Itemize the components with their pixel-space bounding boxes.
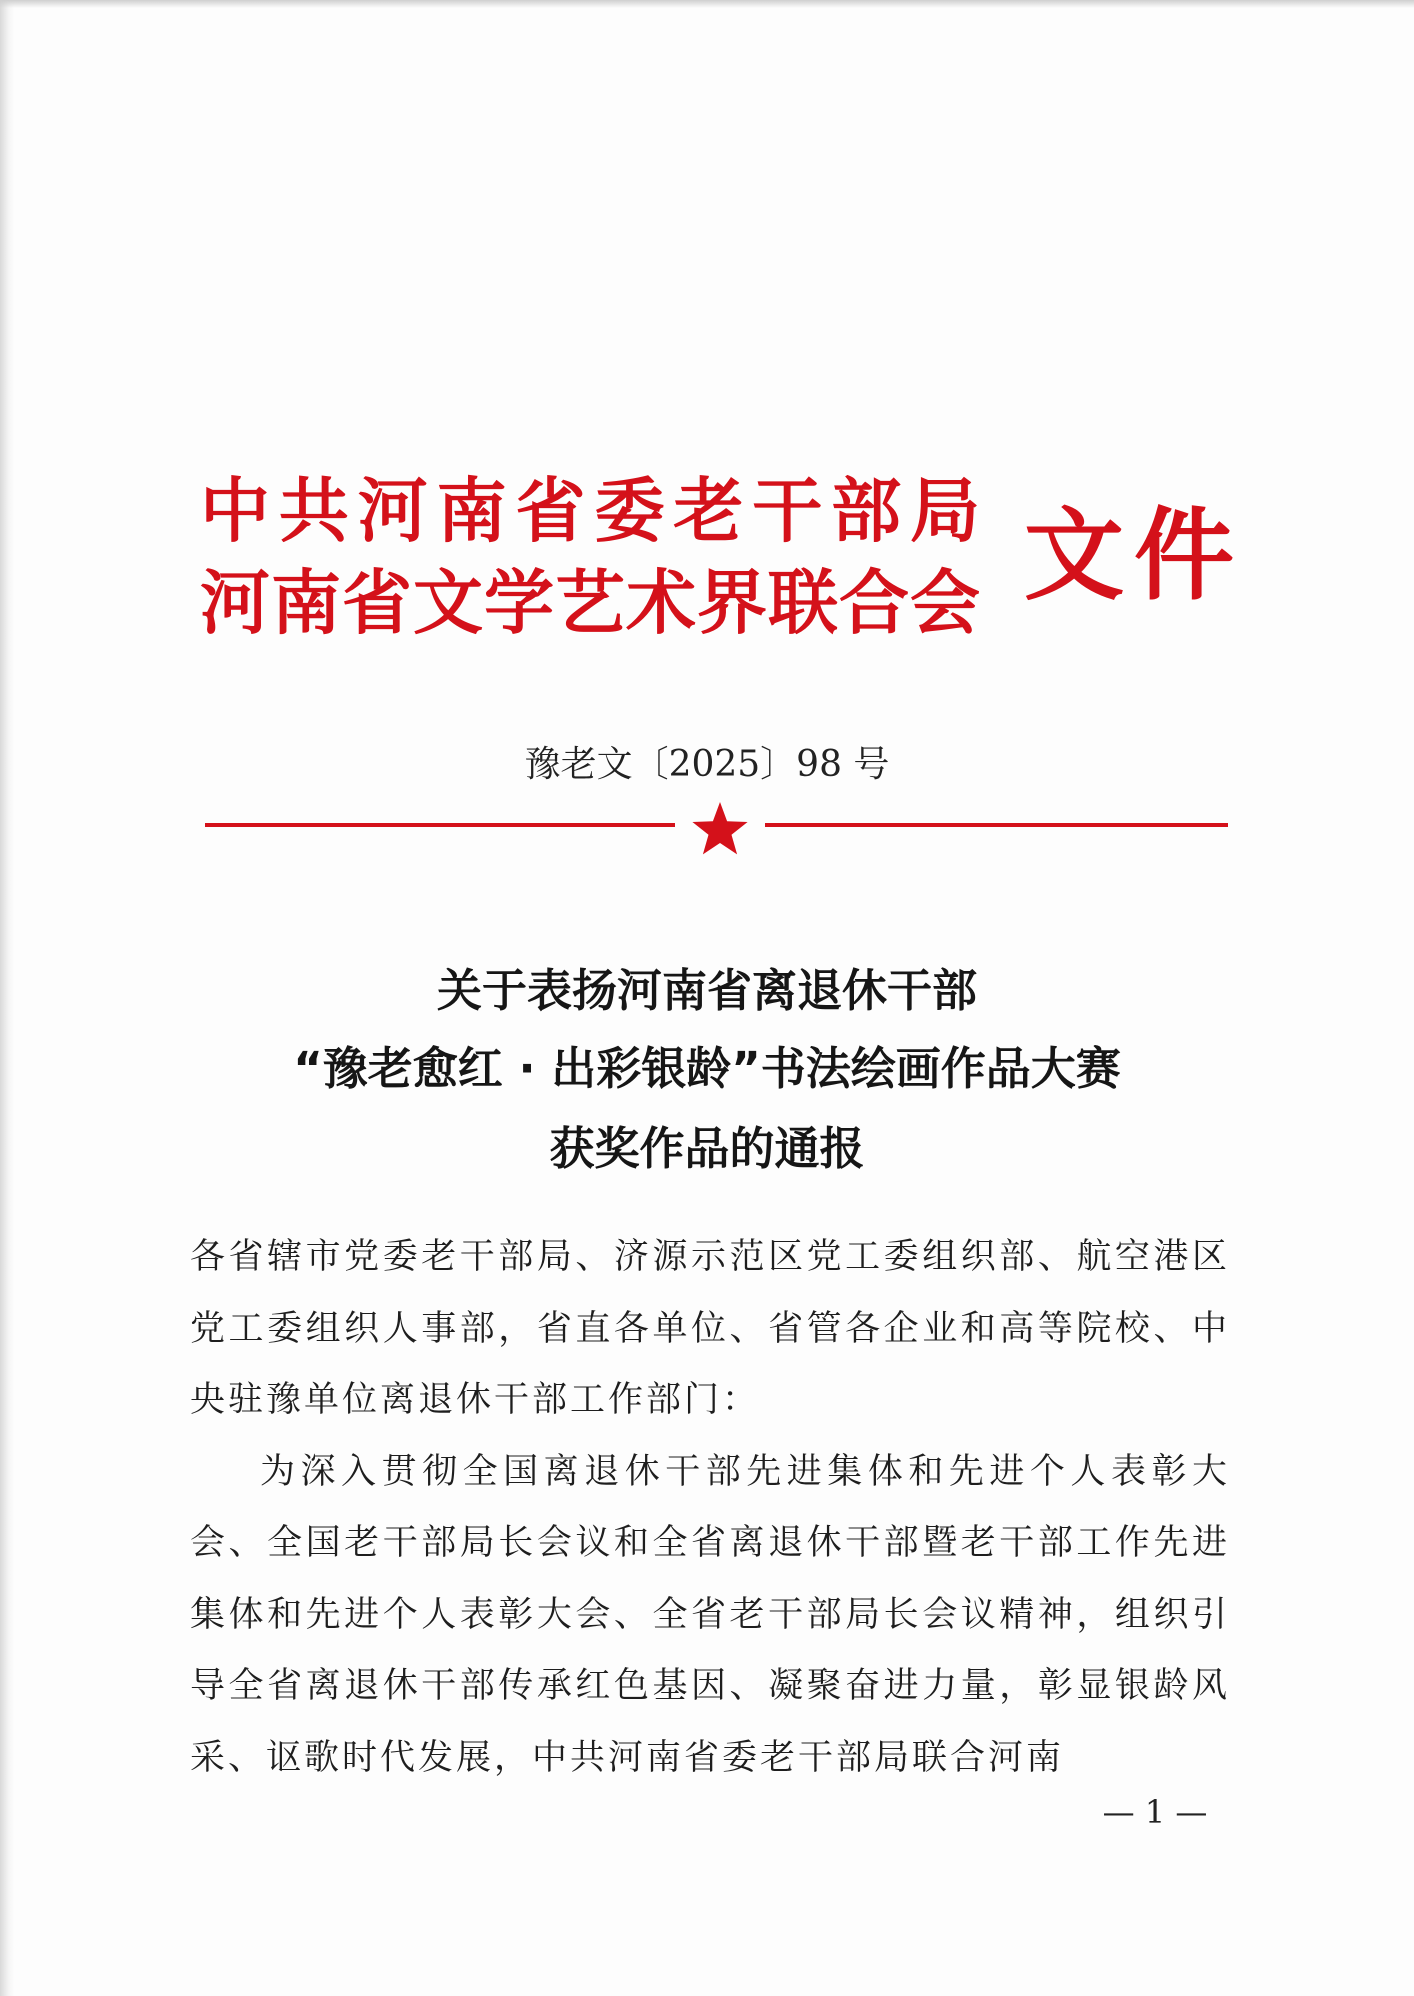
body-paragraph-1: 为深入贯彻全国离退休干部先进集体和先进个人表彰大会、全国老干部局长会议和全省离退休干部暨老干部工作先进集体和先进个人表彰大会、全省老干部局长会议精神，组织引导全省离退休干部传承红色基因、凝聚奋进力量，彰显银龄风采、讴歌时代发展，中共河南省委老干部局联合河南 (190, 1451, 1230, 1778)
page-top-shadow (0, 0, 1414, 8)
document-number: 豫老文〔2025〕98 号 (524, 744, 890, 785)
notice-title-line-2: “豫老愈红 · 出彩银龄”书法绘画作品大赛 (293, 1042, 1121, 1095)
issuer-line-1: 中共河南省委老干部局 (200, 470, 980, 552)
page-left-shadow (0, 0, 14, 1996)
addressee-paragraph: 各省辖市党委老干部局、济源示范区党工委组织部、航空港区党工委组织人事部，省直各单位、省管各企业和高等院校、中央驻豫单位离退休干部工作部门： (190, 1237, 1230, 1420)
body-text (190, 1222, 1230, 1794)
document-type: 文件 (1024, 497, 1234, 614)
page-number: — 1 — (1102, 1793, 1208, 1831)
notice-title-line-1: 关于表扬河南省离退休干部 (436, 964, 977, 1017)
red-divider-right (765, 823, 1228, 827)
issuer-line-2: 河南省文学艺术界联合会 (200, 562, 980, 644)
red-star-icon (690, 800, 750, 858)
notice-title-line-3: 获奖作品的通报 (549, 1122, 865, 1175)
red-divider-left (205, 823, 675, 827)
